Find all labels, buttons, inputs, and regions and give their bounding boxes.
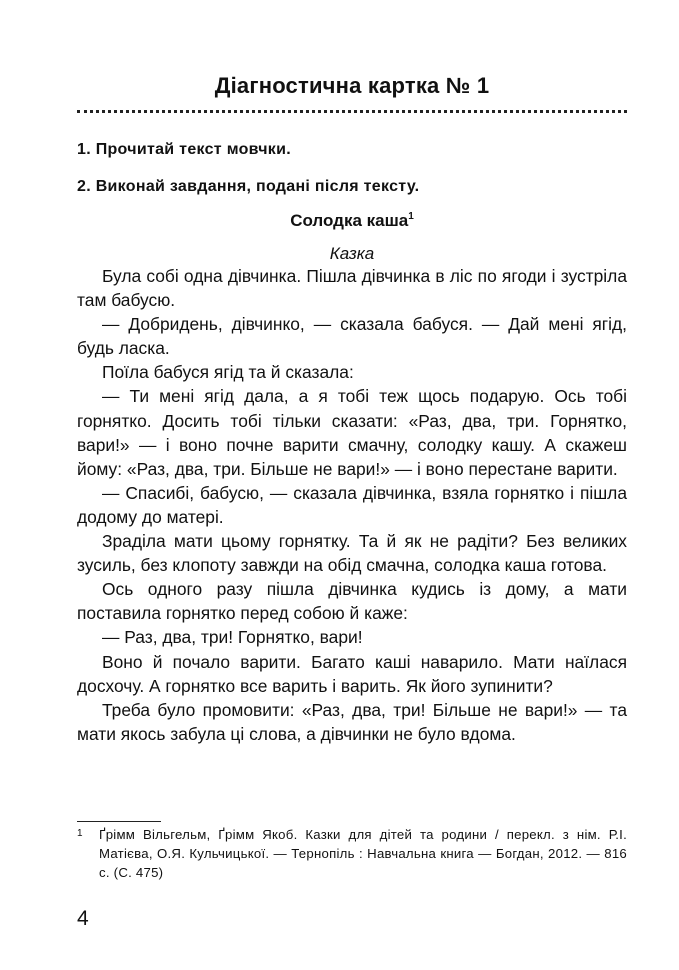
story-title (77, 211, 627, 231)
story-paragraph: Зраділа мати цьому горнятку. Та й як не радіти? Без великих зусиль, без клопоту завжди на обід смачна, солодка каша готова. (77, 531, 627, 576)
footnote-mark: 1 (77, 828, 83, 839)
footnote-divider (77, 821, 161, 822)
task-instruction-2: 2. Виконай завдання, подані після тексту. (77, 178, 420, 195)
story-paragraph: Поїла бабуся ягід та й сказала: (102, 362, 354, 383)
story-paragraph: Треба було промовити: «Раз, два, три! Більше не вари!» — та мати якось забула ці слова, а дівчинки не було вдома. (77, 699, 627, 744)
story-text (77, 264, 627, 746)
footnote (77, 825, 627, 882)
page-title: Діагностична картка № 1 (214, 73, 490, 98)
dotted-divider (77, 110, 627, 113)
page-number: 4 (77, 907, 89, 930)
story-title-text: Солодка каша (290, 211, 409, 230)
story-paragraph: — Добридень, дівчинко, — сказала бабуся. — Дай мені ягід, будь ласка. (77, 314, 627, 359)
story-paragraph: Ось одного разу пішла дівчинка кудись із дому, а мати поставила горнятко перед собою й каже: (77, 579, 627, 624)
footnote-text: Ґрімм Вільгельм, Ґрімм Якоб. Казки для дітей та родини / перекл. з нім. Р.І. Матієва, О.Я. Кульчицької. — Тернопіль : Навчальна книга — Богдан, 2012. — 816 с. (С. 475) (99, 827, 627, 880)
footnote-reference: 1 (408, 211, 414, 222)
story-paragraph: Була собі одна дівчинка. Пішла дівчинка в ліс по ягоди і зустріла там бабусю. (77, 266, 627, 311)
story-paragraph: — Спасибі, бабусю, — сказала дівчинка, взяла горнятко і пішла додому до матері. (77, 482, 627, 527)
story-paragraph: — Раз, два, три! Горнятко, вари! (102, 627, 363, 648)
story-genre: Казка (329, 244, 375, 263)
story-paragraph: — Ти мені ягід дала, а я тобі теж щось подарую. Ось тобі горнятко. Досить тобі тільки сказати: «Раз, два, три. Горнятко, вари!» — і воно почне варити смачну, солодку кашу. А скажеш йому: «Раз, два, три. Більше не вари!» — і воно перестане варити. (77, 386, 627, 479)
story-paragraph: Воно й почало варити. Багато каші наварило. Мати наїлася досхочу. А горнятко все варить і варить. Як його зупинити? (77, 651, 627, 696)
task-instruction-1: 1. Прочитай текст мовчки. (77, 141, 291, 158)
